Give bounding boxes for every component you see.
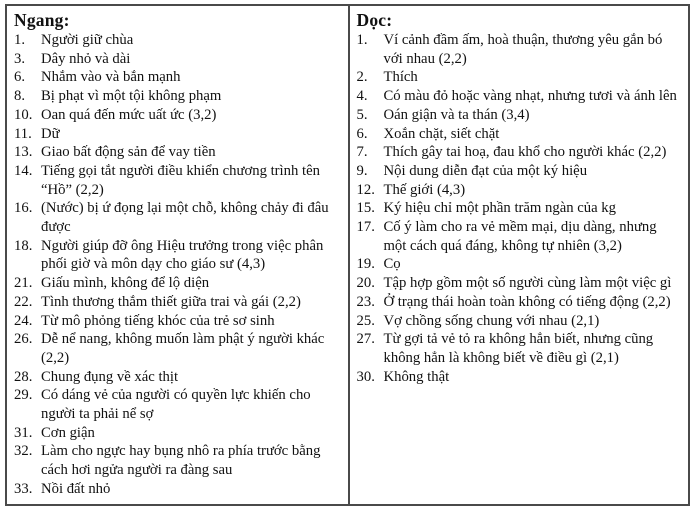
clue-number: 29. — [14, 387, 33, 404]
clue-item — [357, 312, 683, 331]
clue-text: Có màu đỏ hoặc vàng nhạt, nhưng tươi và ánh lên — [383, 88, 677, 105]
clue-item — [357, 368, 683, 387]
clue-number: 16. — [14, 200, 33, 217]
clue-number: 8. — [14, 88, 26, 105]
clue-item — [14, 237, 342, 274]
clue-item — [357, 31, 683, 68]
clue-item — [14, 50, 342, 69]
clue-number: 11. — [14, 125, 32, 142]
clue-item — [357, 181, 683, 200]
clue-text: Dây nhỏ và dài — [41, 50, 131, 67]
clue-number: 2. — [356, 69, 368, 86]
clue-text: Oán giận và ta thán (3,4) — [383, 106, 530, 123]
clue-number: 31. — [14, 424, 33, 441]
clue-text: Nồi đất nhỏ — [41, 480, 111, 497]
clue-text: Làm cho ngực hay bụng nhô ra phía trước bằng cách hơi ngửa người ra đàng sau — [41, 443, 321, 479]
clue-text: Xoắn chặt, siết chặt — [383, 125, 500, 142]
clue-text: Ký hiệu chỉ một phần trăm ngàn của kg — [383, 200, 616, 217]
clue-text: Cọ — [383, 256, 401, 273]
clue-item — [14, 143, 342, 162]
clue-number: 33. — [14, 480, 33, 497]
clue-item — [357, 68, 683, 87]
clue-item — [14, 274, 342, 293]
clue-number: 25. — [356, 312, 375, 329]
clue-item — [14, 368, 342, 387]
clue-number: 24. — [14, 312, 33, 329]
clue-text: Người giữ chùa — [41, 32, 134, 48]
clue-number: 4. — [356, 88, 368, 105]
crossword-clues-table — [5, 4, 690, 506]
clue-number: 27. — [356, 331, 375, 348]
clue-item — [357, 218, 683, 255]
clue-text: Cơn giận — [41, 424, 95, 441]
clue-number: 1. — [14, 32, 26, 48]
clue-item — [14, 68, 342, 87]
clue-item — [14, 125, 342, 144]
clue-text: Giao bất động sản để vay tiền — [41, 144, 216, 161]
clue-item — [357, 293, 683, 312]
clue-item — [14, 293, 342, 312]
clue-number: 9. — [356, 162, 368, 179]
down-header: Dọc: — [356, 10, 393, 30]
clue-number: 26. — [14, 331, 33, 348]
clue-number: 19. — [356, 256, 375, 273]
clue-item — [14, 330, 342, 367]
clue-item — [357, 274, 683, 293]
clue-item — [14, 386, 342, 423]
clue-item — [357, 162, 683, 181]
clue-item — [357, 106, 683, 125]
clue-number: 28. — [14, 368, 33, 385]
clue-text: Nhắm vào và bắn mạnh — [41, 69, 181, 86]
clue-text: Nội dung diễn đạt của một ký hiệu — [383, 162, 588, 179]
clue-text: Giấu mình, không để lộ diện — [41, 275, 210, 292]
clue-number: 1. — [356, 32, 368, 48]
clue-text: Ví cảnh đầm ấm, hoà thuận, thương yêu gắn bó với nhau (2,2) — [383, 32, 663, 67]
clue-item — [14, 87, 342, 106]
clue-item — [14, 480, 342, 499]
clue-text: Vợ chồng sống chung với nhau (2,1) — [383, 312, 600, 329]
clue-item — [14, 424, 342, 443]
clue-item — [14, 106, 342, 125]
across-header: Ngang: — [14, 10, 70, 30]
clue-text: Ở trạng thái hoàn toàn không có tiếng động (2,2) — [383, 293, 671, 310]
clue-text: Thế giới (4,3) — [383, 181, 466, 198]
clue-item — [14, 31, 342, 50]
clue-number: 21. — [14, 275, 33, 292]
clue-number: 18. — [14, 237, 33, 254]
clue-item — [357, 125, 683, 144]
clue-item — [357, 330, 683, 367]
clue-text: Tiếng gọi tắt người điều khiển chương trình tên “Hồ” (2,2) — [41, 162, 320, 198]
clue-number: 14. — [14, 162, 33, 179]
down-column — [348, 6, 689, 504]
clue-number: 6. — [14, 69, 26, 86]
clue-item — [14, 199, 342, 236]
clue-text: Tập hợp gồm một số người cùng làm một việc gì — [383, 275, 672, 292]
clue-text: Thích — [383, 69, 418, 86]
clue-text: Người giúp đỡ ông Hiệu trưởng trong việc phân phối giờ và môn dạy cho giáo sư (4,3) — [41, 237, 324, 273]
clue-item — [357, 143, 683, 162]
clue-text: Có dáng vẻ của người có quyền lực khiến cho người ta phải nể sợ — [41, 387, 311, 423]
clue-number: 7. — [356, 144, 368, 161]
across-column — [7, 6, 348, 504]
clue-text: Cố ý làm cho ra vẻ mềm mại, dịu dàng, nhưng một cách quá đáng, không tự nhiên (3,2) — [383, 219, 657, 254]
clue-number: 3. — [14, 50, 26, 67]
clue-number: 10. — [14, 106, 33, 123]
clue-number: 12. — [356, 181, 375, 198]
clue-item — [14, 162, 342, 199]
clue-text: Dễ nể nang, không muốn làm phật ý người khác (2,2) — [41, 331, 325, 366]
clue-number: 5. — [356, 106, 368, 123]
clue-number: 23. — [356, 293, 375, 310]
clue-item — [357, 255, 683, 274]
clue-text: Từ mô phỏng tiếng khóc của trẻ sơ sinh — [41, 312, 275, 329]
clue-number: 20. — [356, 275, 375, 292]
clue-number: 15. — [356, 200, 375, 217]
clue-number: 6. — [356, 125, 368, 142]
clue-item — [357, 199, 683, 218]
clue-text: Bị phạt vì một tội không phạm — [41, 88, 222, 105]
clue-number: 30. — [356, 368, 375, 385]
clue-item — [14, 312, 342, 331]
clue-text: Không thật — [383, 368, 450, 385]
clue-text: Dữ — [41, 125, 60, 142]
clue-text: (Nước) bị ứ đọng lại một chỗ, không chảy đi đâu được — [41, 200, 329, 236]
clue-text: Oan quá đến mức uất ức (3,2) — [41, 106, 217, 123]
clue-number: 32. — [14, 443, 33, 460]
clue-text: Tình thương thắm thiết giữa trai và gái (2,2) — [41, 293, 301, 310]
clue-number: 22. — [14, 293, 33, 310]
clue-item — [357, 87, 683, 106]
clue-text: Từ gợi tả vẻ tỏ ra không hẳn biết, nhưng cũng không hẳn là không biết về điều gì (2,1) — [383, 331, 654, 366]
clue-text: Chung đụng về xác thịt — [41, 368, 179, 385]
clue-number: 13. — [14, 144, 33, 161]
clue-item — [14, 442, 342, 479]
clue-number: 17. — [356, 219, 375, 236]
clue-text: Thích gây tai hoạ, đau khổ cho người khác (2,2) — [383, 144, 667, 161]
